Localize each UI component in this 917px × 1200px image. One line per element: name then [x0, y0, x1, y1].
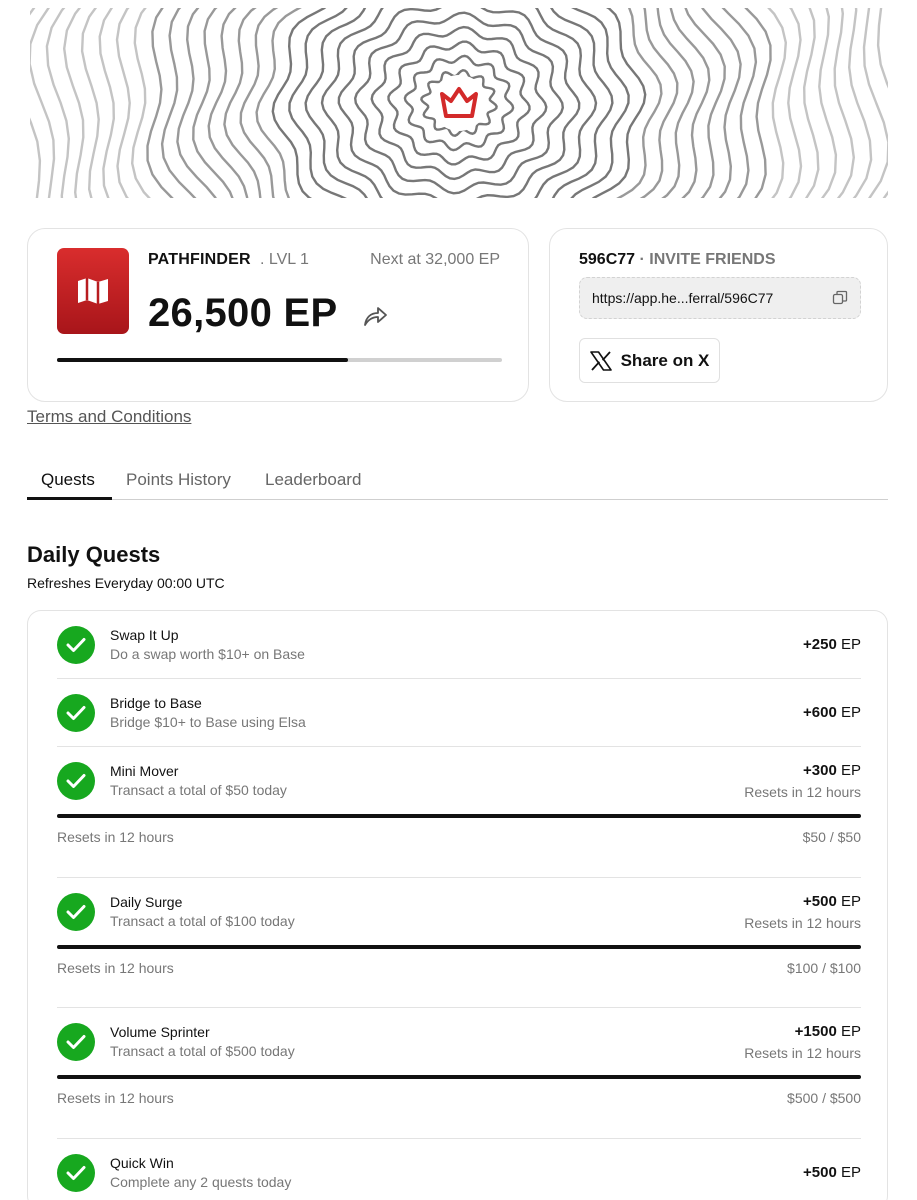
check-circle-icon — [57, 694, 95, 732]
quest-reward — [803, 893, 861, 910]
quest-item[interactable] — [57, 762, 861, 845]
quest-reward-unit: EP — [836, 636, 861, 653]
invite-header — [579, 251, 776, 269]
quest-reward-value: +250 — [803, 636, 837, 653]
quest-progress-bar — [57, 1075, 861, 1079]
tab-quests[interactable]: Quests — [41, 470, 95, 489]
quest-progress-amount: $50 / $50 — [802, 829, 861, 845]
quest-reset-text: Resets in 12 hours — [57, 960, 174, 976]
check-circle-icon — [57, 1023, 95, 1061]
quest-reward — [803, 762, 861, 779]
quest-description: Transact a total of $50 today — [110, 782, 287, 798]
quest-reset-text: Resets in 12 hours — [57, 1090, 174, 1106]
x-logo-icon — [590, 351, 612, 371]
quest-description: Transact a total of $100 today — [110, 913, 295, 929]
quest-reward-unit: EP — [836, 893, 861, 910]
quest-progress-bar — [57, 945, 861, 949]
quest-reward — [803, 704, 861, 721]
quest-reward-value: +1500 — [794, 1023, 837, 1040]
invite-code: 596C77 — [579, 251, 636, 268]
quest-reward-unit: EP — [836, 762, 861, 779]
quest-reset-text: Resets in 12 hours — [57, 829, 174, 845]
divider — [57, 877, 861, 878]
quest-item[interactable] — [57, 1023, 861, 1106]
section-subtitle: Refreshes Everyday 00:00 UTC — [27, 575, 225, 591]
quest-reward — [803, 636, 861, 653]
map-icon — [76, 276, 110, 306]
share-on-x-label: Share on X — [620, 350, 710, 370]
quest-reward-value: +300 — [803, 762, 837, 779]
quest-description: Transact a total of $500 today — [110, 1043, 295, 1059]
tab-points-history[interactable]: Points History — [126, 470, 231, 489]
quest-item[interactable] — [57, 1154, 861, 1194]
quest-progress-amount: $100 / $100 — [787, 960, 861, 976]
quest-reward-value: +500 — [803, 893, 837, 910]
check-circle-icon — [57, 893, 95, 931]
quest-item[interactable] — [57, 893, 861, 976]
invite-card — [549, 228, 888, 402]
quest-list — [27, 610, 888, 1200]
quest-item[interactable] — [57, 694, 861, 734]
quest-reset-timer: Resets in 12 hours — [744, 915, 861, 931]
invite-label: · INVITE FRIENDS — [635, 251, 776, 268]
quest-reward — [803, 1164, 861, 1181]
quest-reward-value: +500 — [803, 1164, 837, 1181]
share-on-x-button[interactable] — [579, 338, 720, 383]
quest-title: Daily Surge — [110, 894, 183, 910]
quest-reset-timer: Resets in 12 hours — [744, 784, 861, 800]
referral-link-field[interactable] — [579, 277, 861, 319]
section-title: Daily Quests — [27, 542, 161, 567]
active-tab-indicator — [27, 497, 112, 500]
quest-title: Swap It Up — [110, 627, 179, 643]
hero-banner — [30, 8, 888, 198]
level-progress-bar — [57, 358, 502, 362]
quest-item[interactable] — [57, 626, 861, 666]
rank-name: PATHFINDER — [148, 251, 251, 268]
divider — [57, 1138, 861, 1139]
check-circle-icon — [57, 762, 95, 800]
quest-description: Complete any 2 quests today — [110, 1174, 292, 1190]
quest-title: Bridge to Base — [110, 695, 202, 711]
next-level-text: Next at 32,000 EP — [370, 251, 500, 268]
quest-reward-unit: EP — [836, 1164, 861, 1181]
divider — [57, 678, 861, 679]
quest-reward-unit: EP — [836, 704, 861, 721]
quest-description: Bridge $10+ to Base using Elsa — [110, 714, 306, 730]
terms-link[interactable]: Terms and Conditions — [27, 407, 192, 426]
quest-title: Mini Mover — [110, 763, 179, 779]
divider — [57, 746, 861, 747]
tab-leaderboard[interactable]: Leaderboard — [265, 470, 362, 489]
divider — [57, 1007, 861, 1008]
referral-link-text: https://app.he...ferral/596C77 — [592, 290, 774, 306]
level-progress-fill — [57, 358, 348, 362]
quest-reset-timer: Resets in 12 hours — [744, 1045, 861, 1061]
quest-reward-value: +600 — [803, 704, 837, 721]
rank-level: . LVL 1 — [260, 251, 309, 268]
quest-reward — [795, 1023, 861, 1040]
quest-progress-bar — [57, 814, 861, 818]
quest-title: Quick Win — [110, 1155, 174, 1171]
quest-title: Volume Sprinter — [110, 1024, 210, 1040]
quest-progress-amount: $500 / $500 — [787, 1090, 861, 1106]
copy-icon[interactable] — [832, 290, 848, 306]
tab-bar — [27, 466, 888, 500]
quest-reward-unit: EP — [836, 1023, 861, 1040]
points-total: 26,500 EP — [148, 291, 338, 335]
check-circle-icon — [57, 626, 95, 664]
share-arrow-icon[interactable] — [361, 303, 389, 329]
rank-badge — [57, 248, 129, 334]
check-circle-icon — [57, 1154, 95, 1192]
quest-description: Do a swap worth $10+ on Base — [110, 646, 305, 662]
level-card — [27, 228, 529, 402]
